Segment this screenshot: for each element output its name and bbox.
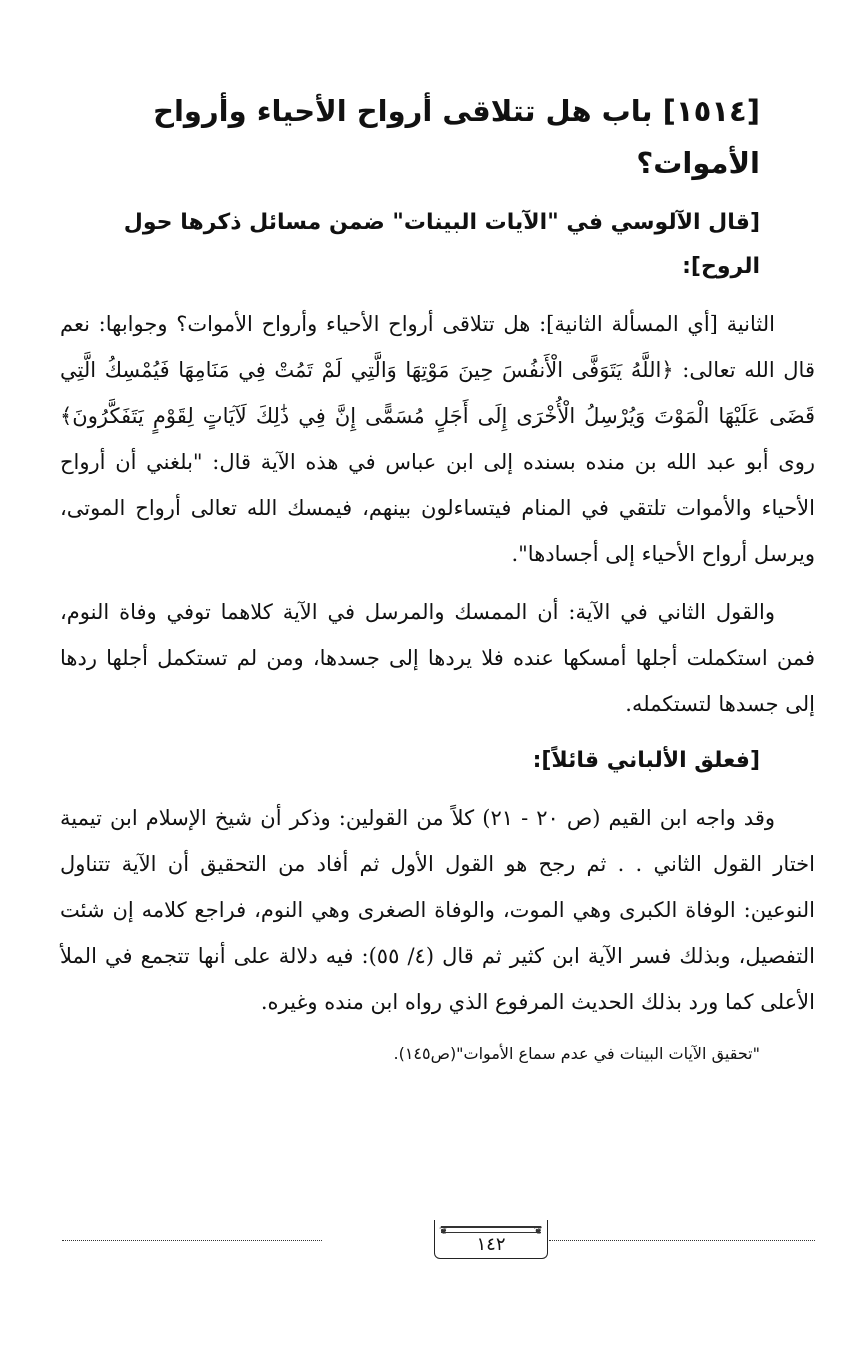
quran-verse: ﴿اللَّهُ يَتَوَفَّى الْأَنفُسَ حِينَ مَوْتِهَا وَالَّتِي لَمْ تَمُتْ فِي مَنَامِهَا فَيُمْسِكُ الَّتِي قَضَى عَلَيْهَا الْمَوْتَ وَيُرْسِلُ الْأُخْرَى إِلَى أَجَلٍ مُسَمًّى إِنَّ فِي ذَٰلِكَ لَآيَاتٍ لِقَوْمٍ يَتَفَكَّرُونَ﴾ xyxy=(60,358,815,428)
alusi-heading: [قال الآلوسي في "الآيات البينات" ضمن مسائل ذكرها حول الروح]: xyxy=(123,210,760,279)
footer-rule-right xyxy=(549,1240,815,1241)
paragraph-question xyxy=(60,301,815,577)
footer-rule-left xyxy=(62,1240,322,1241)
question-text: الثانية [أي المسألة الثانية]: هل تتلاقى أرواح الأحياء وأرواح الأموات؟ وجوابها: نعم قال الله تعالى: xyxy=(60,312,815,382)
paragraph-albani-comment xyxy=(60,795,815,1025)
albani-comment-text: وقد واجه ابن القيم (ص ٢٠ - ٢١) كلاً من القولين: وذكر أن شيخ الإسلام ابن تيمية اختار القول الثاني . . ثم رجح هو القول الأول ثم أفاد من التحقيق أن الآية تتناول النوعين: الوفاة الكبرى وهي الموت، والوفاة الصغرى وهي النوم، فراجع كلامه إن شئت التفصيل، وبذلك فسر الآية ابن كثير ثم قال (٤/ ٥٥): فيه دلالة على أنها تتجمع في الملأ الأعلى كما ورد بذلك الحديث المرفوع الذي رواه ابن منده وغيره. xyxy=(60,806,815,1014)
ornament-icon: ❦ xyxy=(533,1224,543,1237)
page-number-frame xyxy=(434,1220,548,1259)
ibn-mandah-narration: روى أبو عبد الله بن منده بسنده إلى ابن عباس في هذه الآية قال: "بلغني أن أرواح الأحياء والأموات تلتقي في المنام فيتساءلون بينهم، فيمسك الله تعالى أرواح الموتى، ويرسل أرواح الأحياء إلى أجسادها". xyxy=(60,450,815,566)
page-content xyxy=(60,85,815,1071)
second-opinion-text: والقول الثاني في الآية: أن الممسك والمرسل في الآية كلاهما توفي وفاة النوم، فمن استكملت أجلها أمسكها عنده فلا يردها إلى جسدها، ومن لم تستكمل أجلها ردها إلى جسدها لتستكمله. xyxy=(60,600,815,716)
paragraph-second-opinion xyxy=(60,589,815,727)
page-number: ١٤٢ xyxy=(476,1233,506,1255)
albani-heading: [فعلق الألباني قائلاً]: xyxy=(532,748,760,773)
page-footer xyxy=(62,1226,815,1266)
chapter-title: [١٥١٤] باب هل تتلاقى أرواح الأحياء وأرواح الأموات؟ xyxy=(153,94,760,180)
source-citation: "تحقيق الآيات البينات في عدم سماع الأموات"(ص١٤٥). xyxy=(393,1044,760,1063)
ornament-icon: ❦ xyxy=(439,1224,449,1237)
